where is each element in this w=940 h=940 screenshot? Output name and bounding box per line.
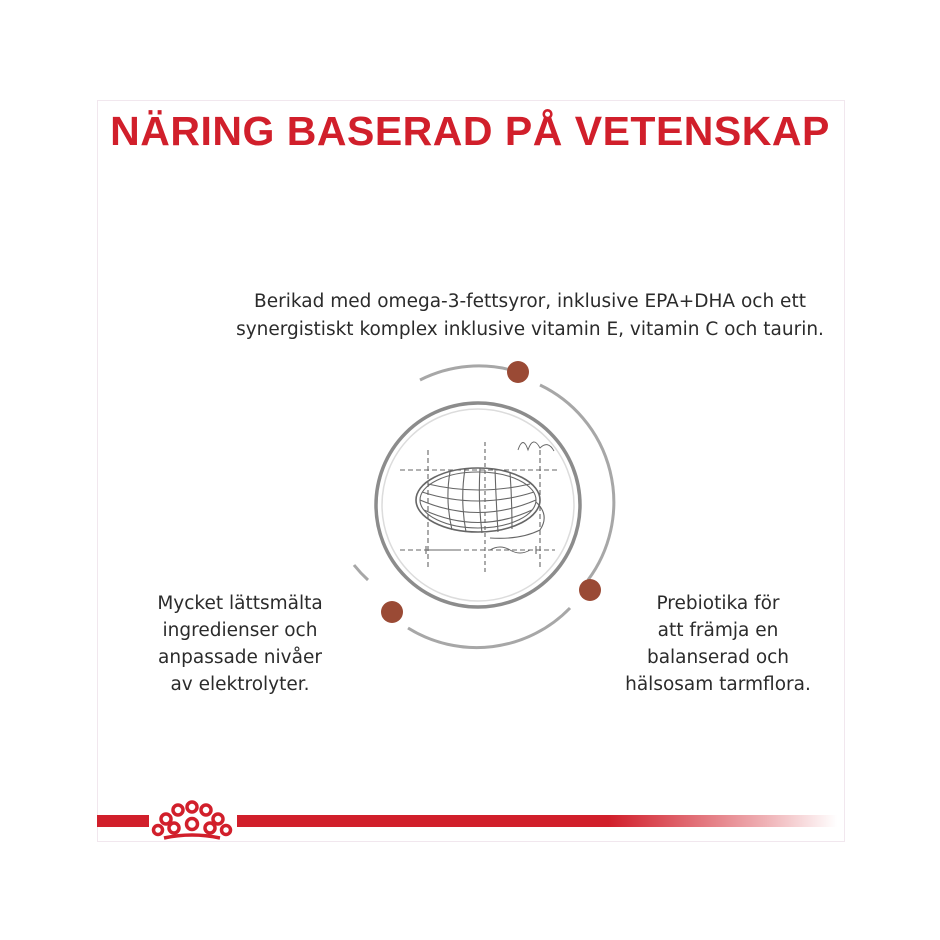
page-title: NÄRING BASERAD PÅ VETENSKAP — [110, 108, 830, 154]
right-benefit-line: balanserad och — [646, 647, 790, 668]
left-benefit-text — [110, 590, 370, 698]
inner-ring-shadow — [382, 409, 574, 601]
outer-ring-arc — [354, 565, 368, 580]
left-benefit-line: anpassade nivåer — [158, 647, 322, 668]
right-benefit-line: att främja en — [657, 620, 779, 641]
benefit-dot — [507, 361, 529, 383]
brand-bar-right — [237, 815, 837, 827]
outer-ring-arc — [408, 608, 570, 648]
benefit-dot — [381, 601, 403, 623]
inner-ring — [376, 403, 580, 607]
kibble-diagram — [340, 350, 620, 650]
right-benefit-line: hälsosam tarmflora. — [625, 674, 811, 695]
kibble-sketch-icon — [400, 442, 560, 575]
brand-bar-left — [97, 815, 149, 827]
right-benefit-line: Prebiotika för — [656, 593, 780, 614]
intro-line: Berikad med omega-3-fettsyror, inklusive EPA+DHA och ett — [254, 291, 806, 312]
right-benefit-text — [588, 590, 848, 698]
left-benefit-line: ingredienser och — [162, 620, 318, 641]
outer-ring-arc — [420, 366, 518, 380]
left-benefit-line: av elektrolyter. — [170, 674, 310, 695]
left-benefit-line: Mycket lättsmälta — [157, 593, 323, 614]
royal-canin-crown-icon — [150, 800, 234, 842]
intro-text — [150, 288, 910, 344]
intro-line: synergistiskt komplex inklusive vitamin E, vitamin C och taurin. — [236, 319, 824, 340]
